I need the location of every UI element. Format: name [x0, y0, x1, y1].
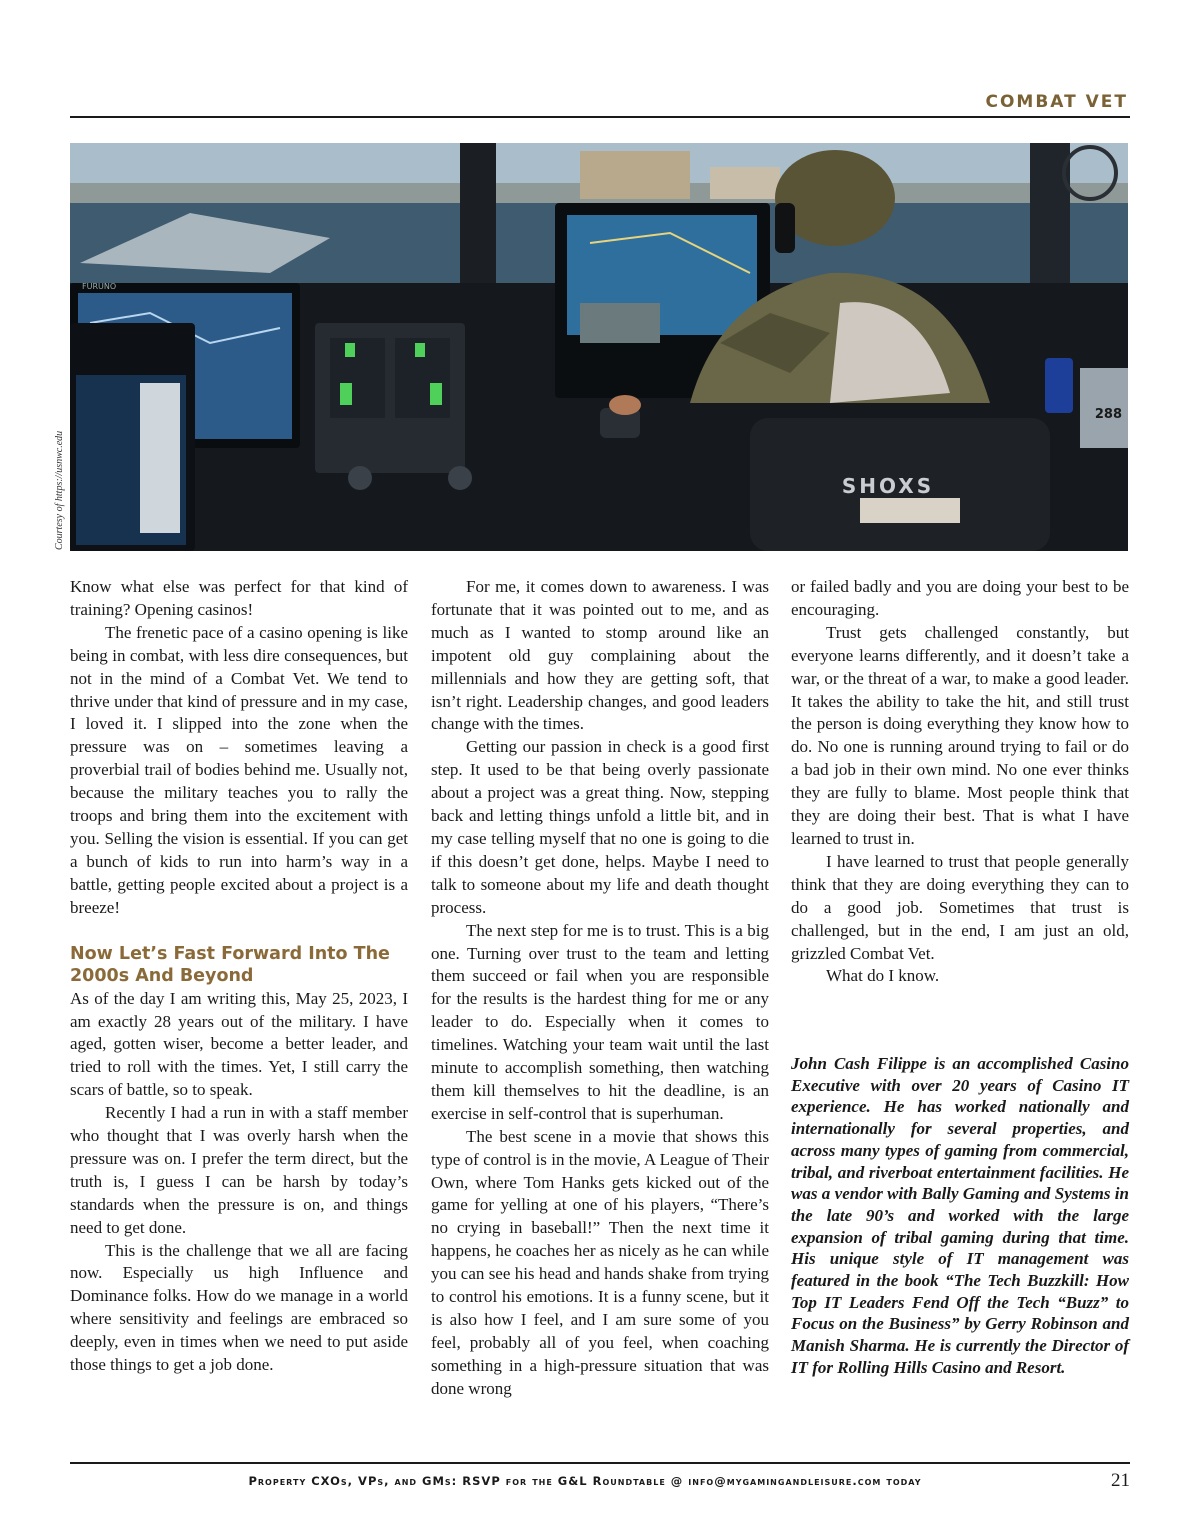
gauge-2 [448, 466, 472, 490]
hand [609, 395, 641, 415]
shore-building-2 [710, 167, 780, 199]
paragraph: or failed badly and you are doing your best to be encouraging. [791, 577, 1129, 619]
boat-cockpit-illustration [70, 143, 1128, 551]
energy-drink-can [1045, 358, 1073, 413]
section-subhead: Now Let’s Fast Forward Into The 2000s And Beyond [70, 943, 390, 987]
footer-promo: Property CXOs, VPs, and GMs: RSVP for the G&L Roundtable @ info@mygamingandleisure.com today [248, 1474, 922, 1488]
paragraph: For me, it comes down to awareness. I was fortunate that it was pointed out to me, and as much as I wanted to stomp around like an impotent old guy complaining about the millennials and how they are getting soft, that isn’t right. Leadership changes, and good leaders change with the times. [431, 577, 769, 734]
page-number: 21 [1111, 1470, 1130, 1491]
paragraph: The frenetic pace of a casino opening is like being in combat, with less dire consequences, but not in the mind of a Combat Vet. We tend to thrive under that kind of pressure and in my case, I loved it. I slipped into the zone when the pressure was on – sometimes leaving a proverbial trail of bodies behind me. Usually not, because the military teaches you to rally the troops and bring them into the excitement with you. Selling the vision is essential. If you can get a bunch of kids to run into harm’s way in a battle, getting people excited about a project is a breeze! [70, 622, 408, 917]
paragraph: Recently I had a run in with a staff member who thought that I was overly harsh when the pressure was on. I prefer the term direct, but the truth is, I guess I can be harsh by today’s standards when the pressure is on, and things need to get done. [70, 1103, 408, 1237]
indicator-light-3 [340, 383, 352, 405]
control-panel-left [330, 338, 385, 418]
nav-display-panel [140, 383, 180, 533]
paragraph: Know what else was perfect for that kind of training? Opening casinos! [70, 577, 408, 619]
indicator-light [345, 343, 355, 357]
paragraph: Getting our passion in check is a good first step. It used to be that being overly passionate about a project was a great thing. Now, stepping back and letting things unfold a little bit, and in my case telling myself that no one is going to die if this doesn’t get done, helps. Maybe I need to talk to someone about my life and death thought process. [431, 737, 769, 917]
article-photo [70, 143, 1128, 551]
author-bio: John Cash Filippe is an accomplished Casino Executive with over 20 years of Casino IT experience. He has worked nationally and internationally for several properties, and across many types of gaming from commercial, tribal, and riverboat entertainment facilities. He was a vendor with Bally Gaming and Systems in the late 90’s and worked with the large expansion of tribal gaming during that time. His unique style of IT management was featured in the book “The Tech Buzzkill: How Top IT Leaders Fend Off the Tech “Buzz” to Focus on the Business” by Gerry Robinson and Manish Sharma. He is currently the Director of IT for Rolling Hills Casino and Resort. [791, 1054, 1129, 1377]
indicator-light-2 [415, 343, 425, 357]
paragraph: As of the day I am writing this, May 25, 2023, I am exactly 28 years out of the military. I have aged, gotten wiser, become a better leader, and tried to roll with the times. Yet, I still carry the scars of battle, so to speak. [70, 988, 408, 1100]
chair-pad [860, 498, 960, 523]
paragraph: The next step for me is to trust. This is a big one. Turning over trust to the team and letting them succeed or fail when you are responsible for the results is the hardest thing for me or any leader to do. Especially when it comes to timelines. Watching your team wait until the last minute to accomplish something, then watching them kill themselves to hit the deadline, is an exercise in self-control that is superhuman. [431, 920, 769, 1123]
paragraph: I have learned to trust that people generally think that they are doing everything they can to do a good job. Sometimes that trust is challenged, but in the end, I am just an old, grizzled Combat Vet. [791, 851, 1129, 963]
paragraph: What do I know. [826, 966, 940, 986]
paragraph: Trust gets challenged constantly, but everyone learns differently, and it doesn’t take a war, or the threat of a war, to make a good leader. It takes the ability to take the hit, and still trust the person is doing everything they know how to do. No one is running around trying to fail or do a bad job in their own mind. No one ever thinks they are fully to blame. Most people think that they are doing their best. That is what I have learned to trust in. [791, 622, 1129, 848]
article-column-1 [70, 576, 408, 1377]
photo-credit: Courtesy of https://usnwc.edu [54, 430, 65, 550]
article-column-2 [431, 576, 769, 1401]
center-monitor-inset [580, 303, 660, 343]
gauge [348, 466, 372, 490]
paragraph: The best scene in a movie that shows this type of control is in the movie, A League of Their Own, where Tom Hanks gets kicked out of the game for yelling at one of his players, “There’s no crying in baseball!” Then the next time it happens, he coaches her as nicely as he can while you can see his head and hands shake from trying to control his emotions. It is a funny scene, but it is also how I feel, and I am sure some of you feel, probably all of you feel, when coaching something in a high-pressure situation that was done wrong [431, 1126, 769, 1398]
shore-building [580, 151, 690, 199]
headset [775, 203, 795, 253]
top-rule [70, 116, 1130, 118]
indicator-light-4 [430, 383, 442, 405]
section-label: COMBAT VET [985, 92, 1128, 112]
bottom-rule [70, 1462, 1130, 1464]
right-display-readout: 288 [1094, 407, 1122, 422]
monitor-brand: FURUNO [82, 282, 117, 291]
paragraph: This is the challenge that we all are facing now. Especially us high Influence and Dominance folks. How do we manage in a world where sensitivity and feelings are embraced so deeply, even in times when we need to put aside those things to get a job done. [70, 1240, 408, 1375]
chair-brand: SHOXS [841, 474, 935, 498]
article-column-3 [791, 576, 1129, 988]
